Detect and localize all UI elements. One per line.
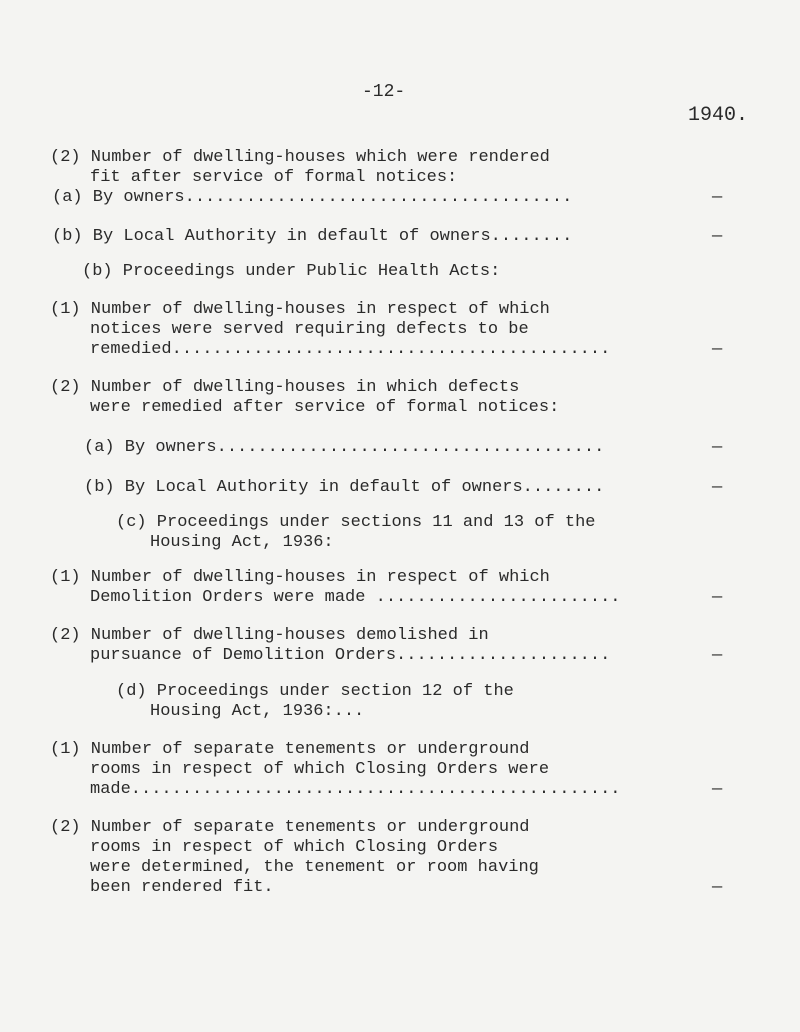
item-c2-line2: pursuance of Demolition Orders..................... — [90, 646, 611, 665]
item-b2a-value: — — [712, 438, 723, 457]
item-c2-line1: (2) Number of dwelling-houses demolished in — [50, 626, 489, 645]
section-a2-line1: (2) Number of dwelling-houses which were rendered — [50, 148, 550, 167]
item-d2-line1: (2) Number of separate tenements or underground — [50, 818, 530, 837]
item-c1-line1: (1) Number of dwelling-houses in respect of which — [50, 568, 550, 587]
item-d1-line1: (1) Number of separate tenements or underground — [50, 740, 530, 759]
page-number: -12- — [362, 82, 406, 102]
item-c1-line2: Demolition Orders were made ........................ — [90, 588, 621, 607]
item-b2b-label: (b) By Local Authority in default of owners........ — [84, 478, 605, 497]
item-c2-value: — — [712, 646, 723, 665]
item-d2-line4: been rendered fit. — [90, 878, 274, 897]
item-a2a-value: — — [712, 188, 723, 207]
item-d2-line2: rooms in respect of which Closing Orders — [90, 838, 499, 857]
item-b2-line1: (2) Number of dwelling-houses in which defects — [50, 378, 520, 397]
section-c-heading-line2: Housing Act, 1936: — [150, 533, 334, 552]
item-a2b-value: — — [712, 227, 723, 246]
item-a2b-label: (b) By Local Authority in default of owners........ — [52, 227, 573, 246]
section-a2-line2: fit after service of formal notices: — [90, 168, 458, 187]
item-d2-line3: were determined, the tenement or room having — [90, 858, 539, 877]
section-c-heading-line1: (c) Proceedings under sections 11 and 13 of the — [116, 513, 596, 532]
item-d1-line3: made................................................ — [90, 780, 621, 799]
item-b2b-value: — — [712, 478, 723, 497]
year-heading: 1940. — [688, 104, 749, 127]
item-b1-line3: remedied........................................... — [90, 340, 611, 359]
item-a2a-label: (a) By owners...................................... — [52, 188, 573, 207]
item-b2a-label: (a) By owners...................................... — [84, 438, 605, 457]
item-b1-line1: (1) Number of dwelling-houses in respect of which — [50, 300, 550, 319]
item-b1-line2: notices were served requiring defects to be — [90, 320, 529, 339]
item-c1-value: — — [712, 588, 723, 607]
section-b-heading: (b) Proceedings under Public Health Acts: — [82, 262, 501, 281]
item-d2-value: — — [712, 878, 723, 897]
section-d-heading-line1: (d) Proceedings under section 12 of the — [116, 682, 514, 701]
item-d1-value: — — [712, 780, 723, 799]
section-d-heading-line2: Housing Act, 1936:... — [150, 702, 365, 721]
item-b1-value: — — [712, 340, 723, 359]
item-b2-line2: were remedied after service of formal notices: — [90, 398, 560, 417]
item-d1-line2: rooms in respect of which Closing Orders were — [90, 760, 550, 779]
